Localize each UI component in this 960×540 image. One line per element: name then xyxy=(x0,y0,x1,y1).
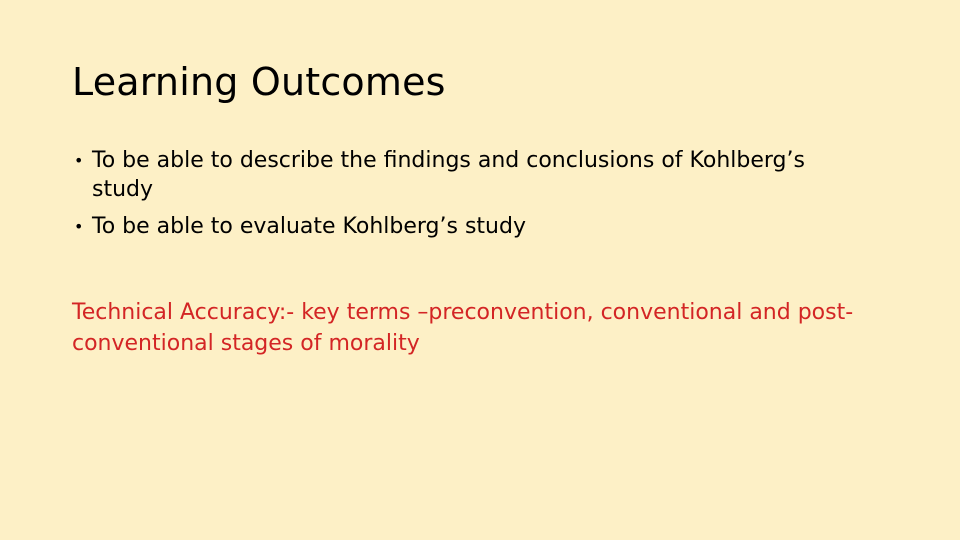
learning-outcome-item xyxy=(74,212,834,241)
learning-outcome-text: To be able to evaluate Kohlberg’s study xyxy=(92,214,526,239)
learning-outcome-text: To be able to describe the findings and conclusions of Kohlberg’s study xyxy=(92,148,805,202)
learning-outcomes-list xyxy=(74,146,834,249)
bullet-icon: • xyxy=(74,151,84,170)
bullet-icon: • xyxy=(74,217,84,236)
technical-accuracy-note: Technical Accuracy:- key terms –preconvention, conventional and post-conventional stages of morality xyxy=(72,300,854,356)
page-title: Learning Outcomes xyxy=(72,60,446,104)
learning-outcome-item xyxy=(74,146,834,204)
